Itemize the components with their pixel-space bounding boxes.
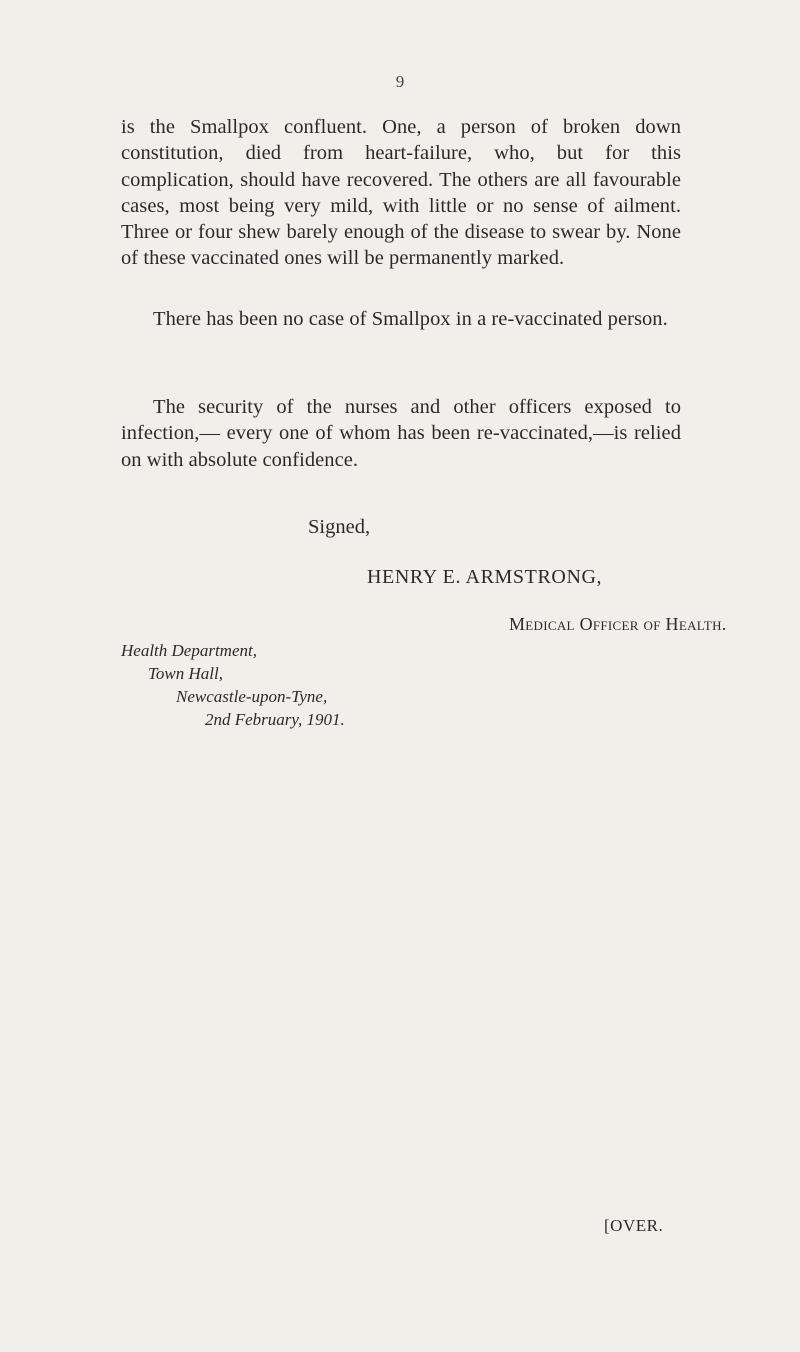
page-number: 9 (395, 72, 405, 91)
paragraph-no-revaccinated-case: There has been no case of Smallpox in a re-vaccinated person. (153, 308, 668, 330)
signatory-name: HENRY E. ARMSTRONG, (367, 566, 603, 588)
address-building: Town Hall, (148, 664, 223, 683)
turn-over-mark: [OVER. (604, 1216, 664, 1235)
paragraph-nurses-security: The security of the nurses and other officers exposed to infection,— every one of whom has been re-vaccinated,—is relied on with absolute confidence. (121, 396, 681, 471)
signed-label: Signed, (308, 516, 371, 538)
paragraph-continuation: is the Smallpox confluent. One, a person of broken down constitution, died from heart-failure, who, but for this complication, should have recovered. The others are all favourable cases, most being very mild, with little or no sense of ailment. Three or four shew barely enough of the disease to swear by. None of these vaccinated ones will be permanently marked. (121, 116, 681, 270)
signatory-title: Medical Officer of Health. (509, 614, 727, 634)
address-department: Health Department, (121, 641, 257, 660)
address-city: Newcastle-upon-Tyne, (176, 687, 328, 706)
address-date: 2nd February, 1901. (205, 710, 345, 729)
